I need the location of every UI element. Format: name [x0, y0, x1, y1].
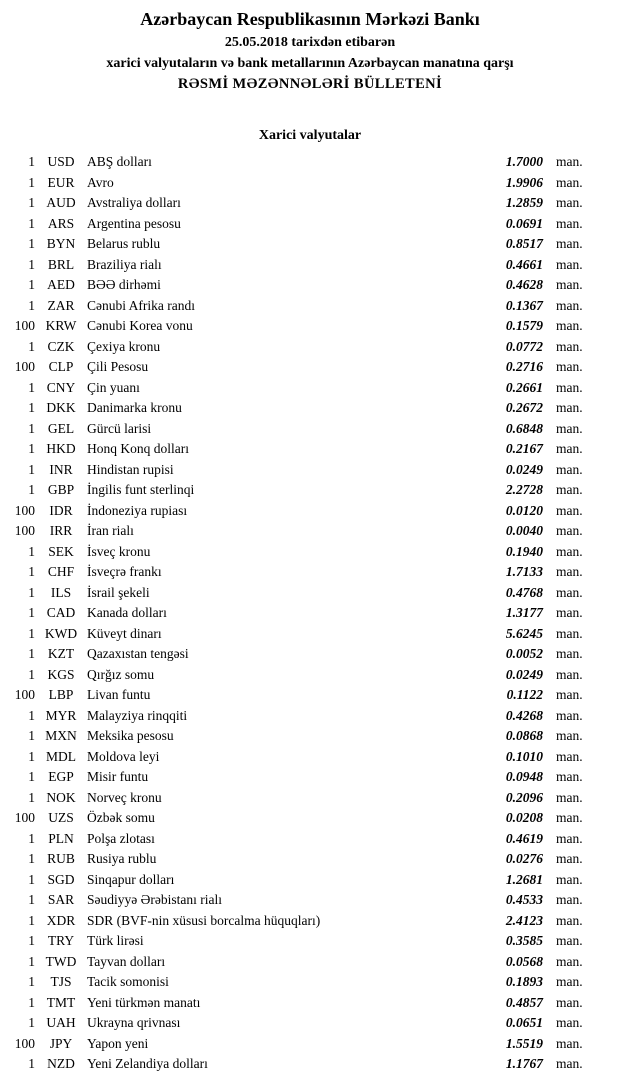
currency-quantity: 1	[28, 728, 35, 743]
currency-unit: man.	[556, 1056, 583, 1071]
currency-code: JPY	[49, 1035, 73, 1051]
currency-rate: 0.1122	[506, 687, 543, 702]
currency-row	[0, 337, 620, 358]
currency-rate: 1.7000	[505, 154, 543, 169]
currency-quantity: 1	[28, 461, 35, 477]
currency-row	[0, 972, 620, 993]
currency-code: AUD	[46, 195, 76, 210]
currency-row	[0, 275, 620, 296]
currency-rate: 0.1367	[505, 297, 543, 313]
currency-rate: 0.1940	[505, 543, 543, 559]
currency-code: TJS	[50, 974, 72, 989]
currency-name: Cənubi Korea vonu	[87, 318, 193, 333]
currency-unit: man.	[556, 359, 583, 374]
currency-quantity: 1	[28, 379, 35, 395]
currency-quantity: 1	[28, 215, 35, 231]
currency-code: BRL	[47, 256, 75, 272]
currency-code: SGD	[47, 871, 75, 887]
currency-row	[0, 173, 620, 194]
currency-rate: 2.4123	[505, 912, 543, 928]
currency-code: ZAR	[47, 297, 75, 313]
currency-rate: 0.0249	[505, 461, 543, 477]
currency-code: CLP	[48, 359, 74, 374]
currency-quantity: 1	[28, 482, 35, 497]
currency-quantity: 1	[28, 892, 35, 907]
currency-unit: man.	[556, 789, 583, 805]
currency-code: UAH	[46, 1015, 76, 1030]
currency-unit: man.	[556, 830, 583, 846]
currency-row	[0, 603, 620, 624]
currency-unit: man.	[556, 195, 583, 210]
currency-name: SDR (BVF-nin xüsusi borcalma hüquqları)	[87, 912, 321, 928]
currency-row	[0, 419, 620, 440]
currency-rate: 0.4268	[505, 707, 543, 723]
currency-unit: man.	[556, 502, 583, 518]
currency-name: Meksika pesosu	[87, 728, 174, 743]
currency-name: BƏƏ dirhəmi	[87, 277, 161, 292]
currency-unit: man.	[556, 236, 583, 251]
currency-unit: man.	[556, 523, 583, 538]
currency-row	[0, 480, 620, 501]
currency-unit: man.	[556, 1035, 583, 1051]
currency-row	[0, 849, 620, 870]
currency-code: MDL	[46, 748, 76, 764]
currency-code: IRR	[49, 523, 73, 538]
currency-rate: 5.6245	[505, 625, 543, 641]
currency-name: İngilis funt sterlinqi	[87, 482, 195, 497]
currency-unit: man.	[556, 174, 583, 190]
currency-unit: man.	[556, 933, 583, 948]
currency-name: Yapon yeni	[87, 1035, 149, 1051]
currency-unit: man.	[556, 215, 583, 231]
currency-row	[0, 460, 620, 481]
currency-row	[0, 193, 620, 214]
currency-name: Cənubi Afrika randı	[87, 297, 195, 313]
currency-code: MYR	[45, 707, 77, 723]
currency-unit: man.	[556, 892, 583, 907]
currency-code: HKD	[46, 441, 76, 456]
currency-name: Malayziya rinqqiti	[87, 707, 188, 723]
currency-quantity: 1	[28, 707, 35, 723]
currency-quantity: 1	[28, 584, 35, 600]
currency-name: Yeni Zelandiya dolları	[87, 1056, 208, 1071]
currency-row	[0, 788, 620, 809]
currency-code: DKK	[46, 400, 76, 415]
currency-code: USD	[47, 154, 75, 169]
currency-name: Livan funtu	[87, 687, 151, 702]
currency-row	[0, 911, 620, 932]
document-subtitle: xarici valyutaların və bank metallarının Azərbaycan manatına qarşı	[106, 56, 514, 71]
currency-quantity: 1	[28, 625, 35, 641]
currency-name: Çin yuanı	[87, 379, 140, 395]
currency-quantity: 1	[28, 1056, 35, 1071]
currency-rate: 0.4619	[505, 830, 543, 846]
currency-code: XDR	[46, 912, 76, 928]
currency-row	[0, 952, 620, 973]
currency-name: Yeni türkmən manatı	[87, 994, 201, 1010]
currency-code: SAR	[47, 892, 75, 907]
currency-quantity: 1	[28, 297, 35, 313]
currency-unit: man.	[556, 605, 583, 620]
currency-unit: man.	[556, 974, 583, 989]
currency-quantity: 1	[28, 912, 35, 928]
currency-code: UZS	[48, 810, 74, 825]
currency-code: EUR	[47, 174, 75, 190]
currency-quantity: 1	[28, 605, 35, 620]
currency-quantity: 1	[28, 195, 35, 210]
currency-quantity: 1	[28, 871, 35, 887]
currency-code: AED	[47, 277, 75, 292]
currency-unit: man.	[556, 318, 583, 333]
currency-rate: 0.2672	[505, 400, 543, 415]
currency-name: Avstraliya dolları	[87, 195, 181, 210]
currency-quantity: 1	[28, 748, 35, 764]
currency-rate: 0.4533	[505, 892, 543, 907]
currency-rate: 1.1767	[505, 1056, 543, 1071]
currency-name: Polşa zlotası	[87, 830, 155, 846]
currency-row	[0, 152, 620, 173]
currency-quantity: 100	[14, 523, 35, 538]
currency-name: İran rialı	[87, 523, 134, 538]
currency-code: KZT	[47, 646, 75, 661]
currency-code: GEL	[47, 420, 75, 436]
currency-quantity: 1	[28, 974, 35, 989]
currency-code: TWD	[45, 953, 77, 969]
currency-code: RUB	[47, 851, 75, 866]
currency-rate: 0.0120	[505, 502, 543, 518]
currency-rate: 0.4628	[505, 277, 543, 292]
currency-quantity: 1	[28, 830, 35, 846]
currency-row	[0, 357, 620, 378]
currency-row	[0, 829, 620, 850]
currency-quantity: 1	[28, 236, 35, 251]
currency-row	[0, 890, 620, 911]
currency-rate: 0.0276	[505, 851, 543, 866]
currency-row	[0, 316, 620, 337]
currency-unit: man.	[556, 707, 583, 723]
currency-rate: 0.0568	[505, 953, 543, 969]
currency-unit: man.	[556, 851, 583, 866]
currency-unit: man.	[556, 154, 583, 169]
currency-quantity: 1	[28, 1015, 35, 1030]
currency-row	[0, 255, 620, 276]
currency-quantity: 1	[28, 933, 35, 948]
currency-unit: man.	[556, 543, 583, 559]
currency-name: Hindistan rupisi	[87, 461, 174, 477]
currency-code: PLN	[48, 830, 74, 846]
currency-code: KRW	[45, 318, 77, 333]
currency-name: Türk lirəsi	[87, 933, 144, 948]
currency-rate: 0.0772	[505, 338, 543, 354]
currency-code: CAD	[46, 605, 76, 620]
currency-rate: 2.2728	[505, 482, 543, 497]
currency-unit: man.	[556, 912, 583, 928]
currency-code: SEK	[48, 543, 74, 559]
currency-name: Qırğız somu	[87, 666, 155, 682]
currency-name: İsrail şekeli	[87, 584, 150, 600]
currency-rate: 0.1893	[505, 974, 543, 989]
section-title-foreign-currencies: Xarici valyutalar	[258, 128, 362, 143]
currency-rate: 1.3177	[505, 605, 543, 620]
currency-rate: 0.4661	[505, 256, 543, 272]
currency-unit: man.	[556, 584, 583, 600]
currency-unit: man.	[556, 461, 583, 477]
currency-unit: man.	[556, 769, 583, 784]
currency-unit: man.	[556, 953, 583, 969]
currency-rate: 0.0040	[505, 523, 543, 538]
currency-quantity: 100	[14, 359, 35, 374]
currency-rate: 0.4857	[505, 994, 543, 1010]
currency-name: Gürcü larisi	[87, 420, 152, 436]
currency-rate: 0.0691	[505, 215, 543, 231]
currency-quantity: 1	[28, 154, 35, 169]
currency-quantity: 1	[28, 174, 35, 190]
currency-name: Çili Pesosu	[87, 359, 149, 374]
currency-name: Ukrayna qrivnası	[87, 1015, 181, 1030]
currency-code: CHF	[47, 564, 75, 579]
currency-rate: 0.2096	[505, 789, 543, 805]
currency-quantity: 1	[28, 953, 35, 969]
currency-row	[0, 583, 620, 604]
currency-unit: man.	[556, 441, 583, 456]
currency-quantity: 100	[14, 687, 35, 702]
currency-rate: 0.8517	[505, 236, 543, 251]
currency-quantity: 1	[28, 769, 35, 784]
currency-rate: 0.2661	[505, 379, 543, 395]
currency-name: Honq Konq dolları	[87, 441, 189, 456]
currency-name: Kanada dolları	[87, 605, 167, 620]
currency-name: Səudiyyə Ərəbistanı rialı	[87, 892, 222, 907]
currency-quantity: 1	[28, 441, 35, 456]
currency-quantity: 1	[28, 851, 35, 866]
currency-rate: 0.0249	[505, 666, 543, 682]
currency-name: Norveç kronu	[87, 789, 162, 805]
currency-rate: 0.2716	[505, 359, 543, 374]
currency-rate: 0.1010	[505, 748, 543, 764]
currency-rate: 0.6848	[505, 420, 543, 436]
currency-quantity: 100	[14, 318, 35, 333]
currency-code: TRY	[47, 933, 75, 948]
currency-rate: 0.0868	[505, 728, 543, 743]
currency-name: Sinqapur dolları	[87, 871, 175, 887]
currency-code: ARS	[47, 215, 75, 231]
currency-name: Rusiya rublu	[87, 851, 157, 866]
document-header	[0, 0, 620, 95]
currency-name: Tacik somonisi	[87, 974, 169, 989]
currency-quantity: 1	[28, 420, 35, 436]
currency-row	[0, 747, 620, 768]
currency-name: Avro	[87, 174, 114, 190]
effective-date: 25.05.2018 tarixdən etibarən	[224, 35, 396, 50]
currency-name: Çexiya kronu	[87, 338, 161, 354]
currency-code: CZK	[47, 338, 75, 354]
currency-unit: man.	[556, 1015, 583, 1030]
currency-unit: man.	[556, 646, 583, 661]
currency-quantity: 1	[28, 994, 35, 1010]
currency-unit: man.	[556, 810, 583, 825]
currency-code: CNY	[46, 379, 76, 395]
currency-rate: 0.3585	[505, 933, 543, 948]
currency-code: MXN	[45, 728, 77, 743]
currency-rate: 1.9906	[505, 174, 543, 190]
currency-rate-table	[0, 152, 620, 1075]
currency-unit: man.	[556, 871, 583, 887]
currency-name: İndoneziya rupiası	[87, 502, 188, 518]
currency-quantity: 1	[28, 666, 35, 682]
currency-row	[0, 993, 620, 1014]
currency-code: BYN	[46, 236, 76, 251]
currency-unit: man.	[556, 297, 583, 313]
currency-name: Qazaxıstan tengəsi	[87, 646, 189, 661]
currency-unit: man.	[556, 256, 583, 272]
currency-code: TMT	[46, 994, 76, 1010]
page-title: Azərbaycan Respublikasının Mərkəzi Bankı	[140, 9, 480, 29]
currency-rate: 0.0208	[505, 810, 543, 825]
currency-name: Tayvan dolları	[87, 953, 166, 969]
currency-rate: 0.2167	[505, 441, 543, 456]
currency-name: Özbək somu	[87, 810, 155, 825]
currency-row	[0, 1034, 620, 1055]
currency-code: IDR	[49, 502, 73, 518]
currency-row	[0, 542, 620, 563]
currency-quantity: 100	[14, 1035, 35, 1051]
currency-code: KWD	[44, 625, 78, 641]
currency-unit: man.	[556, 338, 583, 354]
currency-unit: man.	[556, 748, 583, 764]
currency-name: Belarus rublu	[87, 236, 161, 251]
currency-rate: 0.0948	[505, 769, 543, 784]
currency-rate: 0.0651	[505, 1015, 543, 1030]
currency-unit: man.	[556, 277, 583, 292]
currency-quantity: 1	[28, 646, 35, 661]
currency-rate: 1.2859	[505, 195, 543, 210]
bulletin-title: RƏSMİ MƏZƏNNƏLƏRİ BÜLLETENİ	[177, 76, 443, 92]
currency-unit: man.	[556, 994, 583, 1010]
currency-name: Küveyt dinarı	[87, 625, 162, 641]
currency-row	[0, 931, 620, 952]
currency-name: Argentina pesosu	[87, 215, 181, 231]
currency-row	[0, 398, 620, 419]
currency-quantity: 1	[28, 564, 35, 579]
currency-row	[0, 665, 620, 686]
currency-rate: 0.4768	[505, 584, 543, 600]
currency-code: NZD	[47, 1056, 75, 1071]
currency-quantity: 100	[14, 810, 35, 825]
currency-rate: 0.1579	[505, 318, 543, 333]
currency-row	[0, 1054, 620, 1075]
currency-code: LBP	[48, 687, 74, 702]
currency-unit: man.	[556, 482, 583, 497]
currency-row	[0, 521, 620, 542]
currency-code: NOK	[46, 789, 76, 805]
currency-name: ABŞ dolları	[87, 154, 152, 169]
currency-row	[0, 439, 620, 460]
currency-unit: man.	[556, 728, 583, 743]
currency-row	[0, 562, 620, 583]
currency-row	[0, 767, 620, 788]
currency-row	[0, 685, 620, 706]
currency-row	[0, 706, 620, 727]
currency-quantity: 1	[28, 400, 35, 415]
currency-quantity: 1	[28, 338, 35, 354]
currency-code: INR	[49, 461, 73, 477]
currency-quantity: 1	[28, 277, 35, 292]
currency-quantity: 1	[28, 789, 35, 805]
currency-name: Moldova leyi	[87, 748, 160, 764]
currency-unit: man.	[556, 625, 583, 641]
currency-unit: man.	[556, 666, 583, 682]
currency-rate: 1.2681	[505, 871, 543, 887]
currency-rate: 0.0052	[505, 646, 543, 661]
currency-code: ILS	[50, 584, 72, 600]
currency-unit: man.	[556, 420, 583, 436]
currency-row	[0, 726, 620, 747]
currency-row	[0, 378, 620, 399]
currency-row	[0, 624, 620, 645]
currency-quantity: 1	[28, 256, 35, 272]
currency-name: İsveç kronu	[87, 543, 151, 559]
currency-quantity: 1	[28, 543, 35, 559]
currency-unit: man.	[556, 379, 583, 395]
currency-unit: man.	[556, 687, 583, 702]
currency-row	[0, 234, 620, 255]
currency-name: Misir funtu	[87, 769, 149, 784]
currency-row	[0, 644, 620, 665]
currency-name: Danimarka kronu	[87, 400, 182, 415]
currency-name: Braziliya rialı	[87, 256, 162, 272]
currency-rate: 1.7133	[505, 564, 543, 579]
currency-code: EGP	[48, 769, 74, 784]
currency-code: GBP	[47, 482, 75, 497]
currency-quantity: 100	[14, 502, 35, 518]
currency-unit: man.	[556, 564, 583, 579]
currency-row	[0, 1013, 620, 1034]
currency-row	[0, 214, 620, 235]
currency-code: KGS	[47, 666, 75, 682]
currency-row	[0, 501, 620, 522]
currency-rate: 1.5519	[505, 1035, 543, 1051]
currency-name: İsveçrə frankı	[87, 564, 162, 579]
currency-row	[0, 870, 620, 891]
currency-unit: man.	[556, 400, 583, 415]
currency-row	[0, 296, 620, 317]
currency-row	[0, 808, 620, 829]
